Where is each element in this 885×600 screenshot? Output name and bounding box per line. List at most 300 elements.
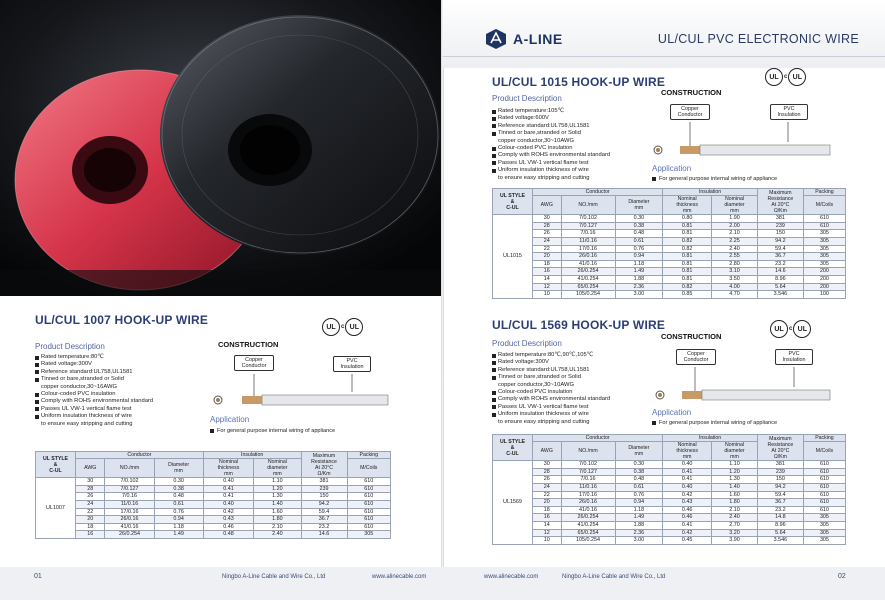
table-cell: 1.80: [712, 499, 758, 507]
bullet-square-icon: [492, 169, 496, 173]
bullet-square-icon: [492, 405, 496, 409]
bullet-item: [492, 145, 652, 152]
table-cell: 59.4: [757, 245, 803, 253]
table-cell: 150: [757, 476, 803, 484]
ul1569-spec-table: [492, 434, 846, 545]
table-header-cell: Conductor: [533, 435, 663, 442]
table-row: [493, 230, 846, 238]
bullet-square-icon: [492, 391, 496, 395]
table-cell: 0.61: [615, 483, 663, 491]
footer-company-left: Ningbo A-Line Cable and Wire Co., Ltd: [222, 574, 326, 580]
bullet-item: [492, 374, 652, 381]
table-row: [36, 516, 391, 524]
bullet-item: [35, 398, 210, 405]
table-cell: 0.42: [663, 491, 712, 499]
table-cell: 0.48: [615, 476, 663, 484]
table-cell: 3.546: [757, 537, 803, 545]
table-cell: 305: [803, 514, 845, 522]
ul1007-copper-label: Copper Conductor: [234, 355, 274, 371]
table-cell: 2.25: [712, 237, 758, 245]
table-header-cell: Insulation: [203, 452, 301, 459]
header-title: UL/CUL PVC ELECTRONIC WIRE: [657, 32, 859, 46]
ul1015-spec-table: [492, 188, 846, 299]
bullet-item: [492, 138, 652, 145]
table-cell: 14.6: [757, 268, 803, 276]
table-cell: 14.8: [757, 514, 803, 522]
bullet-item: [492, 404, 652, 411]
table-cell: 26/0.16: [561, 253, 615, 261]
table-header-cell: Nominal thickness mm: [663, 442, 712, 461]
table-cell: 30: [533, 215, 562, 223]
table-cell: 1.90: [712, 215, 758, 223]
table-cell: 610: [803, 215, 845, 223]
table-cell: 1.40: [712, 483, 758, 491]
table-header-cell: Packing: [347, 452, 390, 459]
table-cell: 0.41: [203, 493, 254, 501]
ul1015-cert-icon: UL c UL: [765, 68, 806, 86]
bullet-text: copper conductor,30~10AWG: [498, 381, 574, 388]
table-row: [493, 491, 846, 499]
table-cell: 0.48: [203, 531, 254, 539]
bullet-square-icon: [35, 356, 39, 360]
ul1015-copper-label: Copper Conductor: [670, 104, 710, 120]
bullet-item: [492, 160, 652, 167]
ul1015-application-title: Application: [652, 164, 692, 173]
table-cell: 17/0.16: [561, 245, 615, 253]
table-header-cell: AWG: [533, 196, 562, 215]
bullet-item: [492, 389, 652, 396]
bullet-square-icon: [492, 361, 496, 365]
table-cell: 0.40: [203, 478, 254, 486]
table-row: [493, 483, 846, 491]
table-row: [36, 500, 391, 508]
table-cell: 610: [803, 483, 845, 491]
table-cell: 1.88: [615, 275, 663, 283]
bullet-item: [492, 367, 652, 374]
table-cell: 3.20: [712, 529, 758, 537]
table-row: [493, 268, 846, 276]
bullet-text: Uniform insulation thickness of wire: [498, 411, 589, 418]
table-cell: 0.46: [203, 523, 254, 531]
table-cell: 3.10: [712, 268, 758, 276]
table-cell: 0.40: [203, 500, 254, 508]
table-cell: 0.76: [615, 245, 663, 253]
table-cell: 0.82: [663, 237, 712, 245]
bullet-item: [492, 352, 652, 359]
table-row: [493, 499, 846, 507]
ul1015-bullets: [492, 108, 652, 182]
header-rule: [443, 56, 885, 57]
ul1007-bullets: [35, 354, 210, 428]
table-cell: 4.00: [712, 283, 758, 291]
table-header-cell: Nominal diameter mm: [254, 459, 301, 478]
bullet-text: Tinned or bare,stranded or Solid: [498, 374, 581, 381]
bullet-text: Rated temperature:80℃,90℃,105℃: [498, 352, 594, 358]
table-row: [36, 485, 391, 493]
table-cell: 65/0.254: [561, 283, 615, 291]
table-row: [493, 253, 846, 261]
bullet-text: Colour-coded PVC insulation: [498, 145, 573, 152]
table-header-cell: Nominal diameter mm: [712, 442, 758, 461]
table-cell: 2.55: [712, 253, 758, 261]
ul1015-application-text: For general purpose internal wiring of appliance: [652, 176, 777, 182]
table-cell: 2.40: [254, 531, 301, 539]
table-row: [493, 476, 846, 484]
table-cell: 26/0.254: [561, 268, 615, 276]
table-cell: 16: [533, 268, 562, 276]
ul1569-application-title: Application: [652, 408, 692, 417]
table-cell: 610: [347, 493, 390, 501]
table-cell: 17/0.16: [561, 491, 615, 499]
table-cell: 23.2: [757, 260, 803, 268]
table-cell: 381: [757, 461, 803, 469]
table-cell: 94.2: [301, 500, 347, 508]
table-cell: 239: [301, 485, 347, 493]
table-cell: 41/0.254: [561, 521, 615, 529]
ul1007-construction-title: CONSTRUCTION: [218, 340, 279, 349]
bullet-text: to ensure easy stripping and cutting: [498, 174, 590, 181]
table-cell: 239: [757, 222, 803, 230]
table-cell: 0.40: [663, 461, 712, 469]
table-cell: 28: [533, 222, 562, 230]
ul1569-title: UL/CUL 1569 HOOK-UP WIRE: [492, 318, 666, 332]
table-cell: 0.76: [615, 491, 663, 499]
table-style-cell: UL1007: [36, 478, 76, 539]
bullet-square-icon: [35, 370, 39, 374]
table-cell: 1.20: [254, 485, 301, 493]
bullet-item: [492, 396, 652, 403]
table-header-cell: UL STYLE & C-UL: [36, 452, 76, 478]
bullet-item: [35, 421, 210, 428]
table-row: [36, 493, 391, 501]
bullet-text: Tinned or bare,stranded or Solid: [41, 376, 124, 383]
table-cell: 2.36: [615, 283, 663, 291]
table-style-cell: UL1015: [493, 215, 533, 299]
table-cell: 41/0.254: [561, 275, 615, 283]
bullet-item: [492, 382, 652, 389]
ul1007-application-title: Application: [210, 415, 250, 424]
table-cell: 0.61: [615, 237, 663, 245]
bullet-text: Comply with ROHS environmental standard: [41, 398, 154, 405]
table-cell: 305: [803, 521, 845, 529]
table-header-cell: NO./mm: [561, 442, 615, 461]
table-row: [493, 275, 846, 283]
table-cell: 3.00: [615, 537, 663, 545]
table-cell: 1.18: [615, 260, 663, 268]
bullet-text: to ensure easy stripping and cutting: [41, 420, 133, 427]
ul1007-pvc-label: PVC Insulation: [333, 356, 371, 372]
table-cell: 0.41: [663, 468, 712, 476]
table-header-cell: Conductor: [76, 452, 204, 459]
table-cell: 30: [533, 461, 562, 469]
table-cell: 305: [803, 245, 845, 253]
table-cell: 105/0.254: [561, 291, 615, 299]
table-cell: 0.42: [203, 508, 254, 516]
table-cell: 0.46: [663, 506, 712, 514]
table-cell: 150: [757, 230, 803, 238]
table-header-cell: Diameter mm: [615, 196, 663, 215]
black-wire-coil: [160, 15, 440, 255]
table-cell: 2.10: [712, 230, 758, 238]
table-cell: 100: [803, 291, 845, 299]
table-cell: 94.2: [757, 483, 803, 491]
bullet-text: copper conductor,30~10AWG: [498, 137, 574, 144]
table-cell: 610: [347, 508, 390, 516]
ul1015-construction-title: CONSTRUCTION: [661, 88, 722, 97]
table-cell: 1.10: [254, 478, 301, 486]
a-line-logo-icon: [485, 28, 507, 50]
table-header-cell: UL STYLE & C-UL: [493, 189, 533, 215]
table-cell: 610: [803, 499, 845, 507]
table-cell: 0.30: [154, 478, 203, 486]
table-cell: 200: [803, 283, 845, 291]
table-cell: 3.50: [712, 275, 758, 283]
bullet-item: [492, 359, 652, 366]
table-cell: 24: [533, 483, 562, 491]
table-cell: 0.61: [154, 500, 203, 508]
bullet-square-icon: [35, 400, 39, 404]
table-cell: 610: [347, 485, 390, 493]
table-cell: 41/0.16: [561, 260, 615, 268]
table-header-cell: NO./mm: [105, 459, 154, 478]
table-cell: 1.49: [154, 531, 203, 539]
bullet-item: [492, 419, 652, 426]
table-cell: 0.81: [663, 222, 712, 230]
bullet-text: Rated temperature:80℃: [41, 354, 104, 360]
bullet-square-icon: [492, 132, 496, 136]
table-row: [493, 222, 846, 230]
table-header-cell: M/Coils: [803, 196, 845, 215]
bullet-item: [35, 406, 210, 413]
table-cell: 0.81: [663, 275, 712, 283]
table-cell: 610: [803, 506, 845, 514]
table-cell: 0.48: [615, 230, 663, 238]
table-cell: 24: [533, 237, 562, 245]
table-cell: 1.30: [712, 476, 758, 484]
bullet-text: Passes UL VW-1 vertical flame test: [498, 403, 589, 410]
table-cell: 610: [803, 468, 845, 476]
table-cell: 0.40: [663, 483, 712, 491]
table-cell: 0.48: [154, 493, 203, 501]
table-cell: 0.43: [203, 516, 254, 524]
table-cell: 0.38: [615, 222, 663, 230]
table-cell: 305: [347, 531, 390, 539]
bullet-square-icon: [35, 393, 39, 397]
table-header-cell: Maximum Resistance At 20°C Ω/Km: [301, 452, 347, 478]
table-cell: 2.40: [712, 514, 758, 522]
table-cell: 0.41: [663, 521, 712, 529]
ul1569-product-description: Product Description: [492, 339, 562, 348]
table-cell: 1.49: [615, 514, 663, 522]
table-cell: 239: [757, 468, 803, 476]
table-cell: 5.64: [757, 529, 803, 537]
footer-website-right[interactable]: www.alinecable.com: [484, 574, 539, 580]
bullet-item: [35, 413, 210, 420]
table-row: [493, 237, 846, 245]
bullet-square-icon: [492, 368, 496, 372]
ul1007-spec-table: [35, 451, 391, 539]
bullet-text: Rated temperature:105℃: [498, 108, 565, 114]
bullet-item: [35, 384, 210, 391]
table-cell: 381: [757, 215, 803, 223]
table-cell: 2.10: [712, 506, 758, 514]
bullet-text: Passes UL VW-1 vertical flame test: [498, 159, 589, 166]
bullet-item: [35, 361, 210, 368]
table-cell: 0.80: [663, 215, 712, 223]
table-cell: 23.2: [301, 523, 347, 531]
table-header-cell: Insulation: [663, 189, 758, 196]
table-cell: 0.30: [615, 461, 663, 469]
table-cell: 2.00: [712, 222, 758, 230]
table-cell: 26/0.16: [561, 499, 615, 507]
table-cell: 22: [533, 245, 562, 253]
table-cell: 18: [533, 260, 562, 268]
table-cell: 610: [803, 222, 845, 230]
table-cell: 0.94: [615, 253, 663, 261]
table-cell: 7/0.127: [561, 468, 615, 476]
bullet-item: [492, 411, 652, 418]
ul1007-cert-icon: UL c UL: [322, 318, 363, 336]
table-cell: 59.4: [301, 508, 347, 516]
bullet-text: Uniform insulation thickness of wire: [41, 413, 132, 420]
ul1007-title: UL/CUL 1007 HOOK-UP WIRE: [35, 313, 209, 327]
table-cell: 610: [347, 478, 390, 486]
table-header-cell: AWG: [533, 442, 562, 461]
footer-website-left[interactable]: www.alinecable.com: [372, 574, 427, 580]
bullet-square-icon: [492, 376, 496, 380]
table-cell: 0.82: [663, 283, 712, 291]
bullet-square-icon: [492, 110, 496, 114]
table-header-cell: M/Coils: [803, 442, 845, 461]
table-cell: 26/0.254: [105, 531, 154, 539]
table-cell: 65/0.254: [561, 529, 615, 537]
ul1569-construction-title: CONSTRUCTION: [661, 332, 722, 341]
bullet-square-icon: [35, 415, 39, 419]
table-cell: 2.36: [615, 529, 663, 537]
table-cell: 305: [803, 537, 845, 545]
table-cell: 20: [76, 516, 105, 524]
table-cell: 12: [533, 283, 562, 291]
table-cell: 1.18: [154, 523, 203, 531]
table-cell: 1.88: [615, 521, 663, 529]
table-cell: 14: [533, 521, 562, 529]
bullet-item: [492, 130, 652, 137]
table-header-cell: Nominal diameter mm: [712, 196, 758, 215]
table-header-cell: Nominal thickness mm: [663, 196, 712, 215]
bullet-square-icon: [35, 407, 39, 411]
table-cell: 28: [533, 468, 562, 476]
table-header-cell: Diameter mm: [154, 459, 203, 478]
table-cell: 10: [533, 537, 562, 545]
ul1007-wire-diagram: [208, 372, 393, 417]
table-cell: 26/0.254: [561, 514, 615, 522]
table-cell: 22: [76, 508, 105, 516]
table-header-cell: AWG: [76, 459, 105, 478]
table-row: [493, 514, 846, 522]
table-cell: 41/0.16: [561, 506, 615, 514]
ul1015-wire-diagram: [650, 120, 835, 165]
bullet-square-icon: [492, 147, 496, 151]
table-cell: 0.81: [663, 260, 712, 268]
bullet-text: Rated voltage:300V: [498, 359, 549, 366]
bullet-item: [492, 108, 652, 115]
table-cell: 200: [803, 275, 845, 283]
bullet-text: Reference standard:UL758,UL1581: [498, 366, 590, 373]
bullet-square-icon: [492, 354, 496, 358]
table-cell: 7/0.127: [561, 222, 615, 230]
bullet-item: [35, 391, 210, 398]
table-cell: 305: [803, 237, 845, 245]
table-cell: 24: [76, 500, 105, 508]
bullet-square-icon: [492, 161, 496, 165]
table-row: [36, 478, 391, 486]
table-cell: 1.30: [254, 493, 301, 501]
table-header-cell: Insulation: [663, 435, 758, 442]
bullet-text: Reference standard:UL758,UL1581: [498, 122, 590, 129]
table-cell: 22: [533, 491, 562, 499]
footer-band: [0, 567, 885, 600]
table-cell: 11/0.16: [561, 237, 615, 245]
bullet-text: copper conductor,30~16AWG: [41, 383, 117, 390]
table-header-cell: Diameter mm: [615, 442, 663, 461]
table-header-cell: M/Coils: [347, 459, 390, 478]
ul1007-product-description: Product Description: [35, 342, 105, 351]
table-cell: 10: [533, 291, 562, 299]
table-cell: 305: [803, 260, 845, 268]
page-number-left: 01: [34, 573, 42, 580]
footer-company-right: Ningbo A-Line Cable and Wire Co., Ltd: [562, 574, 666, 580]
ul1569-pvc-label: PVC Insulation: [775, 349, 813, 365]
table-cell: 0.76: [154, 508, 203, 516]
table-cell: 0.81: [663, 253, 712, 261]
bullet-text: Passes UL VW-1 vertical flame test: [41, 405, 132, 412]
bullet-square-icon: [492, 398, 496, 402]
table-cell: 36.7: [301, 516, 347, 524]
table-cell: 41/0.16: [105, 523, 154, 531]
table-header-cell: Packing: [803, 189, 845, 196]
table-row: [493, 521, 846, 529]
table-cell: 610: [803, 491, 845, 499]
bullet-text: Tinned or bare,stranded or Solid: [498, 130, 581, 137]
bullet-square-icon: [492, 117, 496, 121]
table-cell: 1.49: [615, 268, 663, 276]
table-cell: 0.82: [663, 245, 712, 253]
ul1569-application-text: For general purpose internal wiring of appliance: [652, 420, 777, 426]
table-header-cell: UL STYLE & C-UL: [493, 435, 533, 461]
table-cell: 14.6: [301, 531, 347, 539]
table-row: [493, 468, 846, 476]
table-cell: 3.90: [712, 537, 758, 545]
table-cell: 94.2: [757, 237, 803, 245]
bullet-item: [492, 175, 652, 182]
table-header-cell: NO./mm: [561, 196, 615, 215]
table-cell: 26: [533, 230, 562, 238]
bullet-square-icon: [35, 363, 39, 367]
bullet-text: Comply with ROHS environmental standard: [498, 152, 611, 159]
ul1015-product-description: Product Description: [492, 94, 562, 103]
table-cell: 7/0.16: [561, 476, 615, 484]
table-cell: 14: [533, 275, 562, 283]
table-cell: 0.81: [663, 268, 712, 276]
table-header-cell: Conductor: [533, 189, 663, 196]
table-cell: 3.00: [615, 291, 663, 299]
table-cell: 5.64: [757, 283, 803, 291]
table-cell: 8.96: [757, 521, 803, 529]
table-row: [493, 215, 846, 223]
table-cell: 7/0.102: [561, 215, 615, 223]
bullet-text: Rated voltage:300V: [41, 361, 92, 368]
table-row: [493, 283, 846, 291]
